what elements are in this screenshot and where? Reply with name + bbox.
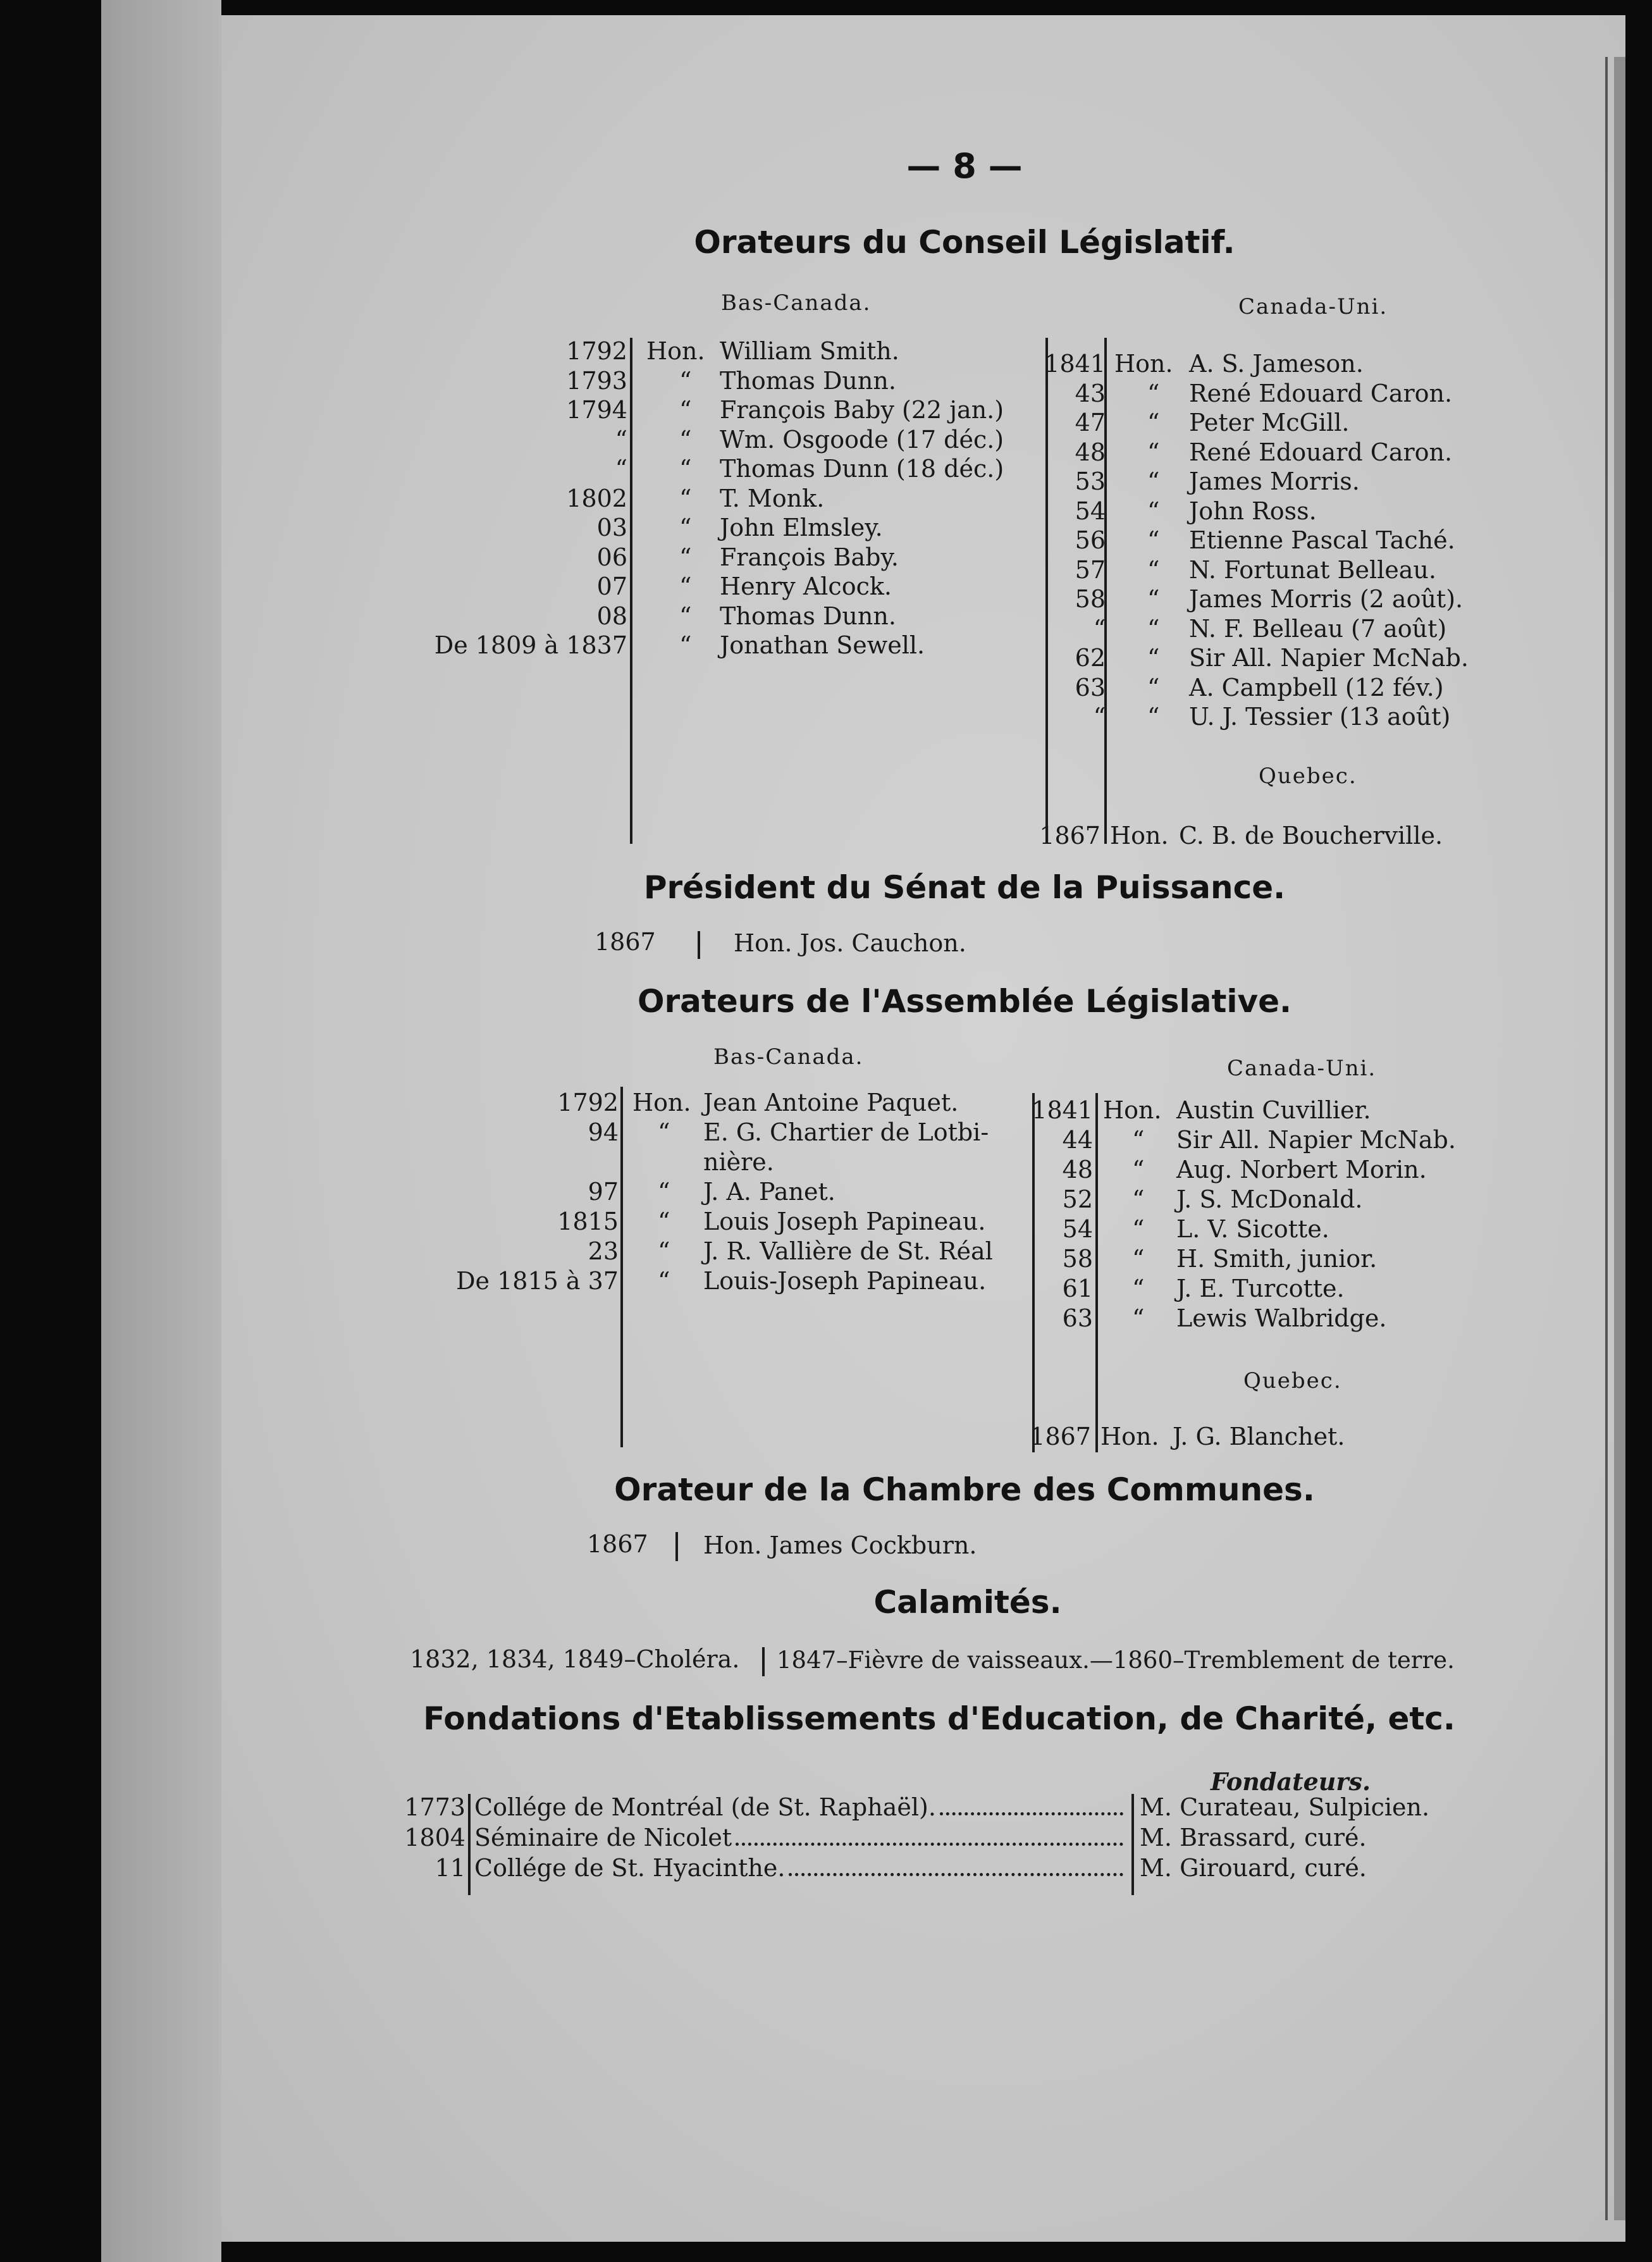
- row-hon: Hon.: [1103, 1096, 1162, 1124]
- assemblee-quebec-header: Quebec.: [1243, 1368, 1342, 1394]
- fondation-name: Collége de St. Hyacinthe.: [474, 1854, 786, 1882]
- row-name: J. A. Panet.: [703, 1178, 835, 1206]
- row-name: N. Fortunat Belleau.: [1189, 555, 1436, 584]
- row-name: Henry Alcock.: [720, 572, 892, 600]
- senat-divider: [698, 931, 700, 959]
- row-name: nière.: [703, 1148, 774, 1176]
- fondations-left-divider: [468, 1794, 471, 1895]
- ditto-mark: “: [1147, 614, 1160, 643]
- ditto-mark: “: [679, 455, 692, 483]
- row-year: 1792: [557, 1089, 619, 1116]
- row-name: Louis Joseph Papineau.: [703, 1208, 986, 1235]
- assemblee-left-header: Bas-Canada.: [713, 1044, 864, 1070]
- row-year: “: [1093, 703, 1106, 731]
- row-year: 1841: [1044, 350, 1106, 378]
- ditto-mark: “: [679, 631, 692, 659]
- communes-divider: [675, 1532, 678, 1561]
- page-number: — 8 —: [906, 146, 1023, 186]
- ditto-mark: “: [1147, 379, 1160, 407]
- row-name: U. J. Tessier (13 août): [1189, 703, 1451, 731]
- conseil-quebec-name: C. B. de Boucherville.: [1179, 822, 1443, 850]
- row-name: Louis-Joseph Papineau.: [703, 1267, 987, 1295]
- row-name: J. R. Vallière de St. Réal: [703, 1237, 993, 1265]
- row-name: H. Smith, junior.: [1176, 1245, 1378, 1273]
- ditto-mark: “: [1132, 1304, 1145, 1332]
- row-year: 63: [1075, 673, 1106, 701]
- row-year: 54: [1062, 1215, 1093, 1243]
- row-year: 58: [1075, 585, 1106, 613]
- fondations-title: Fondations d'Etablissements d'Education, de Charité, etc.: [423, 1700, 1455, 1737]
- fondation-year: 11: [435, 1854, 465, 1882]
- row-year: 52: [1062, 1185, 1093, 1213]
- row-year: 94: [588, 1118, 619, 1146]
- row-name: A. Campbell (12 fév.): [1189, 673, 1444, 701]
- fondation-row: [474, 1856, 1126, 1880]
- fondation-row: [474, 1795, 1126, 1819]
- row-year: 23: [588, 1237, 619, 1265]
- row-name: A. S. Jameson.: [1189, 350, 1364, 378]
- row-hon: Hon.: [632, 1089, 691, 1116]
- row-year: 97: [588, 1178, 619, 1206]
- row-name: Aug. Norbert Morin.: [1176, 1156, 1427, 1184]
- row-year: 54: [1075, 497, 1106, 525]
- row-name: Sir All. Napier McNab.: [1189, 644, 1469, 672]
- row-name: E. G. Chartier de Lotbi-: [703, 1118, 989, 1146]
- row-name: Lewis Walbridge.: [1176, 1304, 1387, 1332]
- row-year: 61: [1062, 1275, 1093, 1302]
- row-name: L. V. Sicotte.: [1176, 1215, 1329, 1243]
- row-name: J. S. McDonald.: [1176, 1185, 1363, 1213]
- calamites-part1: 1832, 1834, 1849–Choléra.: [410, 1645, 740, 1673]
- row-name: J. E. Turcotte.: [1176, 1275, 1345, 1302]
- ditto-mark: “: [1132, 1245, 1145, 1273]
- assemblee-right-header: Canada-Uni.: [1227, 1056, 1377, 1081]
- row-year: 58: [1062, 1245, 1093, 1273]
- row-year: “: [1093, 614, 1106, 643]
- row-year: “: [615, 425, 627, 454]
- row-name: Thomas Dunn (18 déc.): [720, 455, 1004, 483]
- ditto-mark: “: [1132, 1215, 1145, 1243]
- row-name: René Edouard Caron.: [1189, 379, 1453, 407]
- row-name: Thomas Dunn.: [720, 602, 896, 630]
- row-year: 08: [596, 602, 627, 630]
- ditto-mark: “: [1147, 703, 1160, 731]
- row-year: 63: [1062, 1304, 1093, 1332]
- ditto-mark: “: [1147, 409, 1160, 436]
- page-fold-line: [1605, 57, 1608, 2220]
- right-page-edge: [1614, 57, 1625, 2220]
- conseil-quebec-hon: Hon.: [1110, 822, 1169, 850]
- ditto-mark: “: [679, 572, 692, 600]
- ditto-mark: “: [679, 543, 692, 571]
- row-name: Jonathan Sewell.: [720, 631, 925, 659]
- ditto-mark: “: [1147, 555, 1160, 584]
- row-year: 57: [1075, 555, 1106, 584]
- dot-leader: [940, 1812, 1123, 1815]
- row-year: 43: [1075, 379, 1106, 407]
- dot-leader: [789, 1873, 1123, 1876]
- fondateurs-header: Fondateurs.: [1211, 1767, 1371, 1796]
- row-name: William Smith.: [720, 337, 899, 365]
- left-page-edge: [101, 0, 221, 2262]
- row-name: Jean Antoine Paquet.: [703, 1089, 959, 1116]
- conseil-title: Orateurs du Conseil Législatif.: [694, 224, 1235, 261]
- fondation-row: [474, 1826, 1126, 1850]
- ditto-mark: “: [658, 1208, 670, 1235]
- conseil-quebec-header: Quebec.: [1259, 763, 1357, 789]
- conseil-left-header: Bas-Canada.: [721, 290, 872, 316]
- assemblee-right-divider: [1095, 1093, 1098, 1452]
- conseil-quebec-year: 1867: [1039, 822, 1100, 850]
- row-name: François Baby (22 jan.): [720, 396, 1004, 424]
- row-year: 56: [1075, 526, 1106, 554]
- assemblee-quebec-name: J. G. Blanchet.: [1173, 1423, 1345, 1450]
- ditto-mark: “: [1147, 497, 1160, 525]
- communes-title: Orateur de la Chambre des Communes.: [614, 1471, 1315, 1508]
- row-name: James Morris (2 août).: [1189, 585, 1464, 613]
- row-name: François Baby.: [720, 543, 899, 571]
- communes-name: Hon. James Cockburn.: [703, 1531, 977, 1559]
- row-year: 48: [1075, 438, 1106, 466]
- row-year: 1794: [566, 396, 627, 424]
- senat-year: 1867: [595, 928, 656, 956]
- row-name: Etienne Pascal Taché.: [1189, 526, 1455, 554]
- ditto-mark: “: [1147, 673, 1160, 701]
- ditto-mark: “: [679, 484, 692, 512]
- row-name: T. Monk.: [720, 484, 825, 512]
- ditto-mark: “: [1147, 585, 1160, 613]
- fondateur-name: M. Girouard, curé.: [1140, 1854, 1367, 1882]
- assemblee-quebec-year: 1867: [1030, 1423, 1091, 1450]
- row-name: René Edouard Caron.: [1189, 438, 1453, 466]
- fondation-name: Séminaire de Nicolet: [474, 1824, 732, 1851]
- row-name: John Ross.: [1189, 497, 1317, 525]
- fondation-year: 1804: [404, 1824, 465, 1851]
- row-name: Sir All. Napier McNab.: [1176, 1126, 1456, 1154]
- ditto-mark: “: [679, 396, 692, 424]
- fondation-name: Collége de Montréal (de St. Raphaël).: [474, 1793, 936, 1821]
- ditto-mark: “: [1147, 526, 1160, 554]
- calamites-divider: [762, 1647, 765, 1676]
- row-year: 44: [1062, 1126, 1093, 1154]
- row-year: 07: [596, 572, 627, 600]
- row-year: “: [615, 455, 627, 483]
- row-hon: Hon.: [1114, 350, 1173, 378]
- fondations-right-divider: [1131, 1794, 1134, 1895]
- row-year: 1815: [557, 1208, 619, 1235]
- ditto-mark: “: [658, 1267, 670, 1295]
- dot-leader: [736, 1843, 1123, 1846]
- row-year: 1793: [566, 366, 627, 395]
- row-name: N. F. Belleau (7 août): [1189, 614, 1447, 643]
- row-hon: Hon.: [646, 337, 705, 365]
- communes-year: 1867: [587, 1530, 648, 1558]
- fondateur-name: M. Curateau, Sulpicien.: [1140, 1793, 1430, 1821]
- row-name: John Elmsley.: [720, 514, 883, 541]
- senat-name: Hon. Jos. Cauchon.: [734, 929, 966, 957]
- row-name: Thomas Dunn.: [720, 366, 896, 395]
- ditto-mark: “: [1132, 1185, 1145, 1213]
- ditto-mark: “: [1147, 467, 1160, 495]
- row-year: 47: [1075, 409, 1106, 436]
- fondateur-name: M. Brassard, curé.: [1140, 1824, 1367, 1851]
- row-year: De 1809 à 1837: [434, 631, 627, 659]
- ditto-mark: “: [658, 1178, 670, 1206]
- ditto-mark: “: [658, 1118, 670, 1146]
- row-year: 62: [1075, 644, 1106, 672]
- ditto-mark: “: [679, 602, 692, 630]
- row-year: 1802: [566, 484, 627, 512]
- ditto-mark: “: [1132, 1126, 1145, 1154]
- row-year: 1792: [566, 337, 627, 365]
- calamites-title: Calamités.: [873, 1584, 1062, 1621]
- row-year: 48: [1062, 1156, 1093, 1184]
- row-name: Peter McGill.: [1189, 409, 1350, 436]
- ditto-mark: “: [658, 1237, 670, 1265]
- ditto-mark: “: [679, 366, 692, 395]
- conseil-right-header: Canada-Uni.: [1238, 294, 1388, 319]
- row-name: Austin Cuvillier.: [1176, 1096, 1371, 1124]
- row-year: 03: [596, 514, 627, 541]
- row-year: De 1815 à 37: [456, 1267, 619, 1295]
- row-name: James Morris.: [1189, 467, 1360, 495]
- assemblee-left-divider: [620, 1087, 623, 1447]
- assemblee-quebec-hon: Hon.: [1100, 1423, 1159, 1450]
- conseil-left-divider: [630, 338, 632, 844]
- senat-title: Président du Sénat de la Puissance.: [643, 869, 1286, 906]
- row-year: 1841: [1032, 1096, 1093, 1124]
- assemblee-title: Orateurs de l'Assemblée Législative.: [638, 983, 1291, 1020]
- calamites-part2: 1847–Fièvre de vaisseaux.—1860–Tremblement de terre.: [777, 1647, 1455, 1674]
- fondation-year: 1773: [404, 1793, 465, 1821]
- ditto-mark: “: [1147, 438, 1160, 466]
- ditto-mark: “: [1132, 1156, 1145, 1184]
- row-year: 06: [596, 543, 627, 571]
- row-year: 53: [1075, 467, 1106, 495]
- ditto-mark: “: [1147, 644, 1160, 672]
- ditto-mark: “: [679, 425, 692, 454]
- row-name: Wm. Osgoode (17 déc.): [720, 425, 1004, 454]
- ditto-mark: “: [679, 514, 692, 541]
- ditto-mark: “: [1132, 1275, 1145, 1302]
